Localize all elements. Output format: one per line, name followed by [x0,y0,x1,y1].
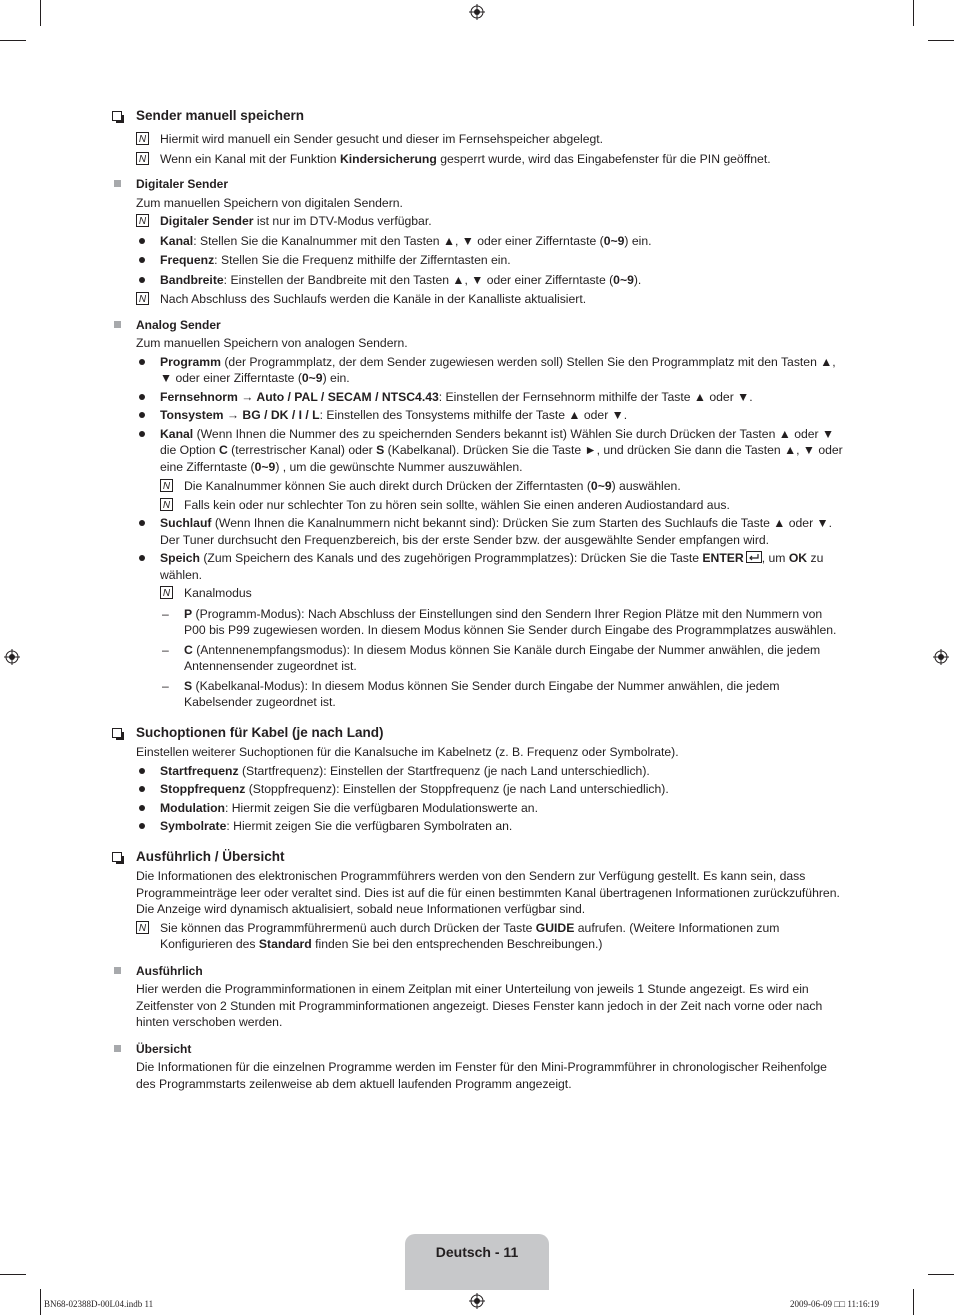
list-item: Kanal (Wenn Ihnen die Nummer des zu speichernden Senders bekannt ist) Wählen Sie durch Drücken der Tasten ▲ oder ▼ die Option C (terrestrischer Kanal) oder S (Kabelkanal). Drücken Sie die Taste ►, und drücken Sie dann die Tasten ▲, ▼ oder eine Zifferntaste (0~9) , um die gewünschte Nummer auszuwählen. [112,426,844,476]
list-item: Kanal: Stellen Sie die Kanalnummer mit den Tasten ▲, ▼ oder einer Zifferntaste (0~9) ein. [112,233,844,250]
note: N Nach Abschluss des Suchlaufs werden die Kanäle in der Kanalliste aktualisiert. [112,291,844,308]
note: N Hiermit wird manuell ein Sender gesucht und dieser im Fernsehspeicher abgelegt. [112,131,844,148]
crop-mark [40,1289,41,1315]
registration-mark-icon [469,1293,485,1309]
registration-mark-icon [933,649,949,665]
print-slug-right: 2009-06-09 □□ 11:16:19 [790,1299,880,1309]
registration-mark-icon [4,649,20,665]
note: N Sie können das Programmführermenü auch durch Drücken der Taste GUIDE aufrufen. (Weitere Informationen zum Konfigurieren des Standard finden Sie bei den entsprechenden Beschreibungen.) [112,920,844,953]
paragraph: Hier werden die Programminformationen in einem Zeitplan mit einer Unterteilung von jeweils 1 Stunde angezeigt. Es wird ein Zeitfenster von 2 Stunden mit Programminformationen angezeigt. Dieses Fenster kann jedoch in der Zeit nach vorne oder nach hinten verschoben werden. [136,982,823,1029]
page-content [112,108,844,1092]
section-heading: Sender manuell speichern [112,108,844,128]
list-item: – P (Programm-Modus): Nach Abschluss der Einstellungen sind den Sendern Ihrer Region Plätze mit den Nummern von P00 bis P99 zugewiesen worden. In diesem Modus können Sie Sender durch Eingabe des Programmplatzes auswählen. [162,606,837,637]
list-item: Fernsehnorm → Auto / PAL / SECAM / NTSC4.43: Einstellen der Fernsehnorm mithilfe der Taste ▲ oder ▼. [112,389,844,406]
section-heading: Suchoptionen für Kabel (je nach Land) [112,725,844,742]
list-item: Stoppfrequenz (Stoppfrequenz): Einstellen der Stoppfrequenz (je nach Land unterschiedlich). [112,781,844,798]
section-heading: Ausführlich / Übersicht [112,849,844,866]
svg-text:N: N [162,588,171,599]
paragraph: Die Informationen für die einzelnen Programme werden im Fenster für den Mini-Programmführer in chronologischer Reihenfolge des Programmstarts zeilenweise ab dem aktuell laufenden Programm angezeigt. [136,1060,827,1091]
crop-mark [0,1274,26,1275]
note-icon [136,921,149,934]
note-icon [136,292,149,305]
svg-text:N: N [162,499,171,511]
note-icon [136,132,149,145]
list-item: Symbolrate: Hiermit zeigen Sie die verfügbaren Symbolraten an. [112,818,844,835]
page-number-tab [405,1234,549,1290]
paragraph: Zum manuellen Speichern von analogen Sendern. [136,336,408,350]
list-item: Startfrequenz (Startfrequenz): Einstellen der Startfrequenz (je nach Land unterschiedlich). [112,763,844,780]
list-item: – S (Kabelkanal-Modus): In diesem Modus können Sie Sender durch Eingabe der Nummer anwählen, die jedem Kabelsender zugeordnet ist. [162,678,780,709]
paragraph: Einstellen weiterer Suchoptionen für die Kanalsuche im Kabelnetz (z. B. Frequenz oder Symbolrate). [136,745,679,759]
note-icon [136,214,149,227]
crop-mark [0,40,26,41]
list-item: Bandbreite: Einstellen der Bandbreite mit den Tasten ▲, ▼ oder einer Zifferntaste (0~9). [112,272,844,289]
crop-mark [928,1274,954,1275]
list-item: Speich (Zum Speichern des Kanals und des zugehörigen Programmplatzes): Drücken Sie die Taste ENTER , um OK zu wählen. [112,550,844,583]
svg-text:N: N [138,294,147,305]
svg-text:N: N [138,216,147,227]
crop-mark [928,40,954,41]
note: N Die Kanalnummer können Sie auch direkt durch Drücken der Zifferntasten (0~9) auswählen. [112,478,844,495]
page-number: Deutsch - 11 [435,1244,519,1260]
paragraph: Zum manuellen Speichern von digitalen Sendern. [136,195,403,210]
list-item: – C (Antennenempfangsmodus): In diesem Modus können Sie Kanäle durch Eingabe der Nummer anwählen, die jedem Antennensender zugeordnet ist. [162,642,821,673]
note: N Digitaler Sender ist nur im DTV-Modus verfügbar. [112,213,844,230]
note-icon [160,498,173,511]
subsection-heading: Übersicht [112,1041,844,1058]
subsection-heading: Analog Sender [112,317,844,334]
svg-text:N: N [138,134,147,145]
svg-text:N: N [162,481,171,492]
note: N Falls kein oder nur schlechter Ton zu hören sein sollte, wählen Sie einen anderen Audiostandard aus. [112,497,844,514]
svg-text:N: N [138,922,147,934]
print-slug-left: BN68-02388D-00L04.indb 11 [44,1299,154,1309]
note: N Kanalmodus [112,585,844,602]
list-item: Modulation: Hiermit zeigen Sie die verfügbaren Modulationswerte an. [112,800,844,817]
note-icon [160,479,173,492]
subsection-heading: Digitaler Sender [112,176,844,193]
crop-mark [913,0,914,26]
crop-mark [913,1289,914,1315]
crop-mark [40,0,41,26]
note-icon [160,586,173,599]
list-item: Suchlauf (Wenn Ihnen die Kanalnummern nicht bekannt sind): Drücken Sie zum Starten des Suchlaufs die Taste ▲ oder ▼. Der Tuner durchsucht den Frequenzbereich, bis der erste Sender bzw. der ausgewählte Sender empfangen wird. [112,515,844,548]
svg-text:N: N [138,153,147,165]
list-item: Frequenz: Stellen Sie die Frequenz mithilfe der Zifferntasten ein. [112,252,844,269]
note: N Wenn ein Kanal mit der Funktion Kindersicherung gesperrt wurde, wird das Eingabefenster für die PIN geöffnet. [112,151,844,168]
subsection-heading: Ausführlich [112,963,844,980]
registration-mark-icon [469,4,485,20]
list-item: Tonsystem → BG / DK / I / L: Einstellen des Tonsystems mithilfe der Taste ▲ oder ▼. [112,407,844,424]
enter-key-icon [746,551,762,563]
paragraph: Die Informationen des elektronischen Programmführers werden von den Sendern zur Verfügung gestellt. Es kann sein, dass Programmeinträge leer oder veraltet sind. Dies ist auf die für einen bestimmten Kanal übertragenen Informationen zurückzuführen. Die Anzeige wird dynamisch aktualisiert, sobald neue Informationen verfügbar sind. [136,869,840,916]
note-icon [136,152,149,165]
list-item: Programm (der Programmplatz, der dem Sender zugewiesen werden soll) Stellen Sie den Programmplatz mit den Tasten ▲, ▼ oder einer Zifferntaste (0~9) ein. [112,354,844,387]
